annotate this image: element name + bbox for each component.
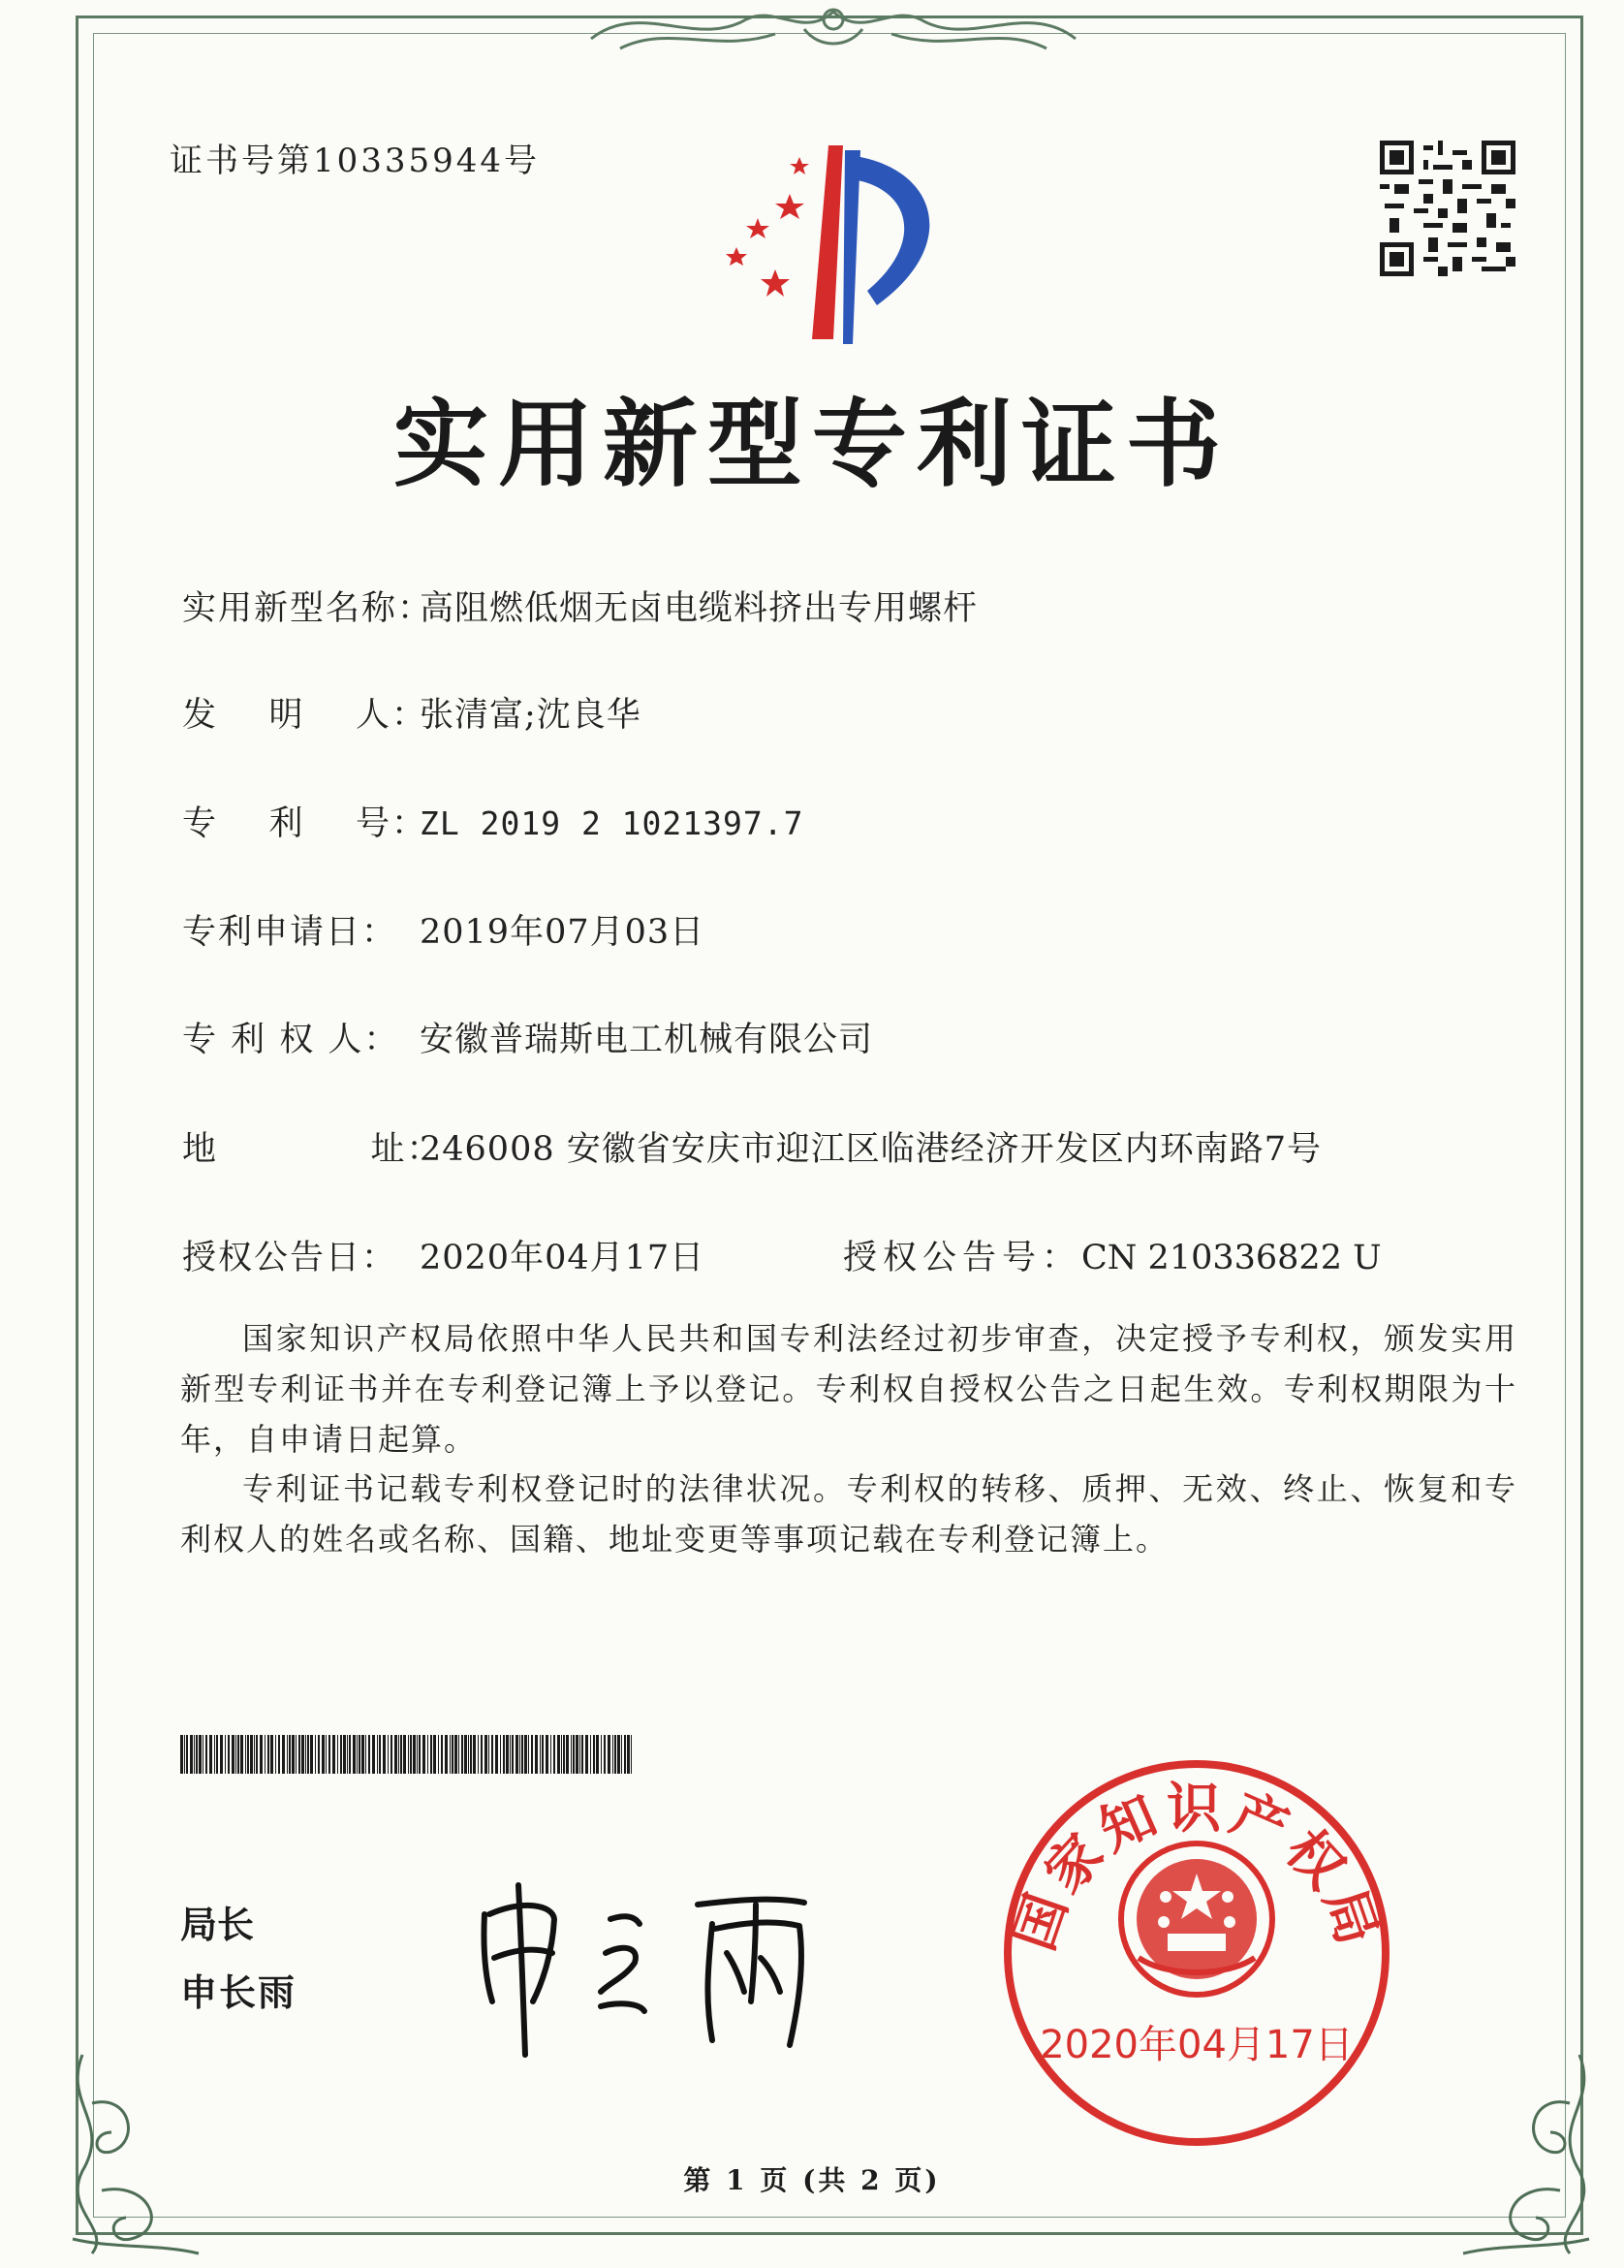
official-seal <box>993 1749 1400 2160</box>
field-grant-announcement-number <box>843 1231 1382 1279</box>
certificate-number: 证书号第10335944号 <box>170 142 541 180</box>
certificate-title: 实用新型专利证书 <box>392 390 1231 500</box>
patent-office-emblem-icon <box>698 136 969 353</box>
field-utility-model-name <box>182 582 978 630</box>
field-patent-number <box>182 797 804 845</box>
field-label: 授权公告日： <box>182 1239 398 1277</box>
field-inventors <box>182 688 641 737</box>
qr-code <box>1380 141 1515 280</box>
barcode <box>180 1735 636 1778</box>
field-application-date <box>182 905 704 954</box>
field-value: 246008 安徽省安庆市迎江区临港经济开发区内环南路7号 <box>420 1130 1323 1169</box>
field-label: 授权公告号： <box>843 1239 1082 1277</box>
seal-arc-text: 国家知识产权局 <box>1002 1778 1391 1959</box>
director-name: 申长雨 <box>180 1971 297 2014</box>
top-ornament <box>581 0 1085 58</box>
field-label: 专 利 号： <box>182 804 428 843</box>
field-value: 安徽普瑞斯电工机械有限公司 <box>420 1021 874 1059</box>
field-value: ZL 2019 2 1021397.7 <box>420 804 804 842</box>
legal-paragraph-1: 国家知识产权局依照中华人民共和国专利法经过初步审查，决定授予专利权，颁发实用新型专利证书并在专利登记簿上予以登记。专利权自授权公告之日起生效。专利权期限为十年，自申请日起算。 <box>180 1320 1517 1458</box>
field-label: 专利申请日： <box>182 913 398 952</box>
field-value: 高阻燃低烟无卤电缆料挤出专用螺杆 <box>420 589 979 628</box>
bottom-left-ornament <box>53 2045 208 2258</box>
page-indicator: 第 1 页 (共 2 页) <box>683 2164 941 2196</box>
director-signature <box>465 1846 853 2073</box>
field-patentee <box>182 1013 873 1061</box>
field-label: 专 利 权 人： <box>182 1021 400 1059</box>
field-label: 地 址： <box>182 1130 443 1169</box>
seal-date: 2020年04月17日 <box>1040 2023 1354 2067</box>
bottom-right-ornament <box>1453 2045 1608 2258</box>
field-label: 实用新型名称： <box>182 589 434 628</box>
legal-paragraph-2: 专利证书记载专利权登记时的法律状况。专利权的转移、质押、无效、终止、恢复和专利权人的姓名或名称、国籍、地址变更等事项记载在专利登记簿上。 <box>180 1470 1517 1558</box>
field-address <box>182 1122 1322 1171</box>
national-emblem-icon <box>1121 1843 1272 1995</box>
director-title: 局长 <box>180 1904 255 1946</box>
field-value: 2019年07月03日 <box>420 913 705 952</box>
field-value: CN 210336822 U <box>1081 1239 1382 1277</box>
field-value: 张清富;沈良华 <box>420 696 641 735</box>
field-label: 发 明 人： <box>182 696 428 735</box>
field-value: 2020年04月17日 <box>420 1239 705 1277</box>
field-grant-announcement-date <box>182 1231 704 1279</box>
